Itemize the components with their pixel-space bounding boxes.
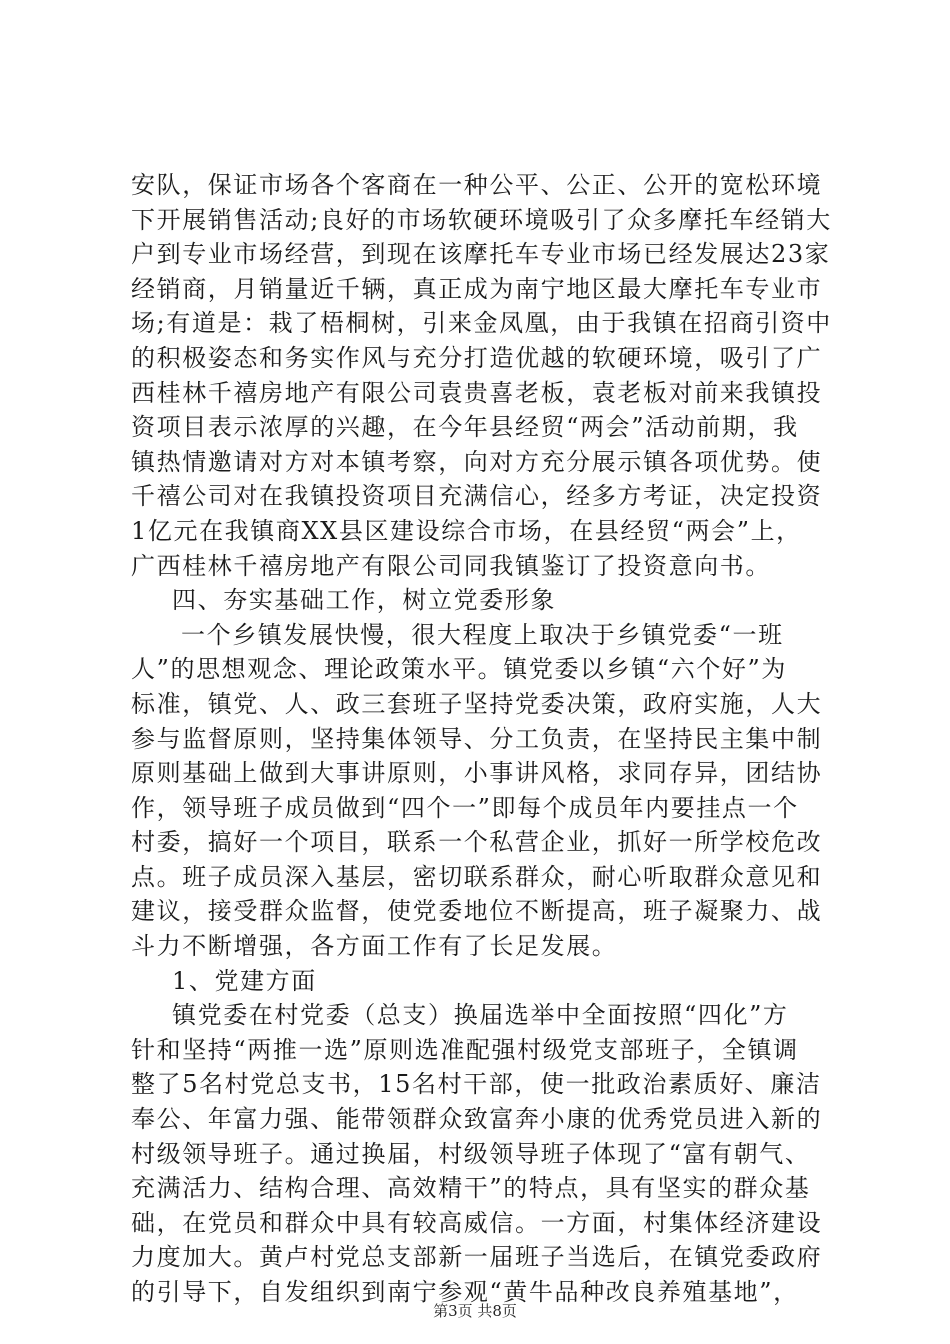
text-line: 西桂林千禧房地产有限公司袁贵喜老板，袁老板对前来我镇投 [131, 378, 823, 407]
text-line: 1亿元在我镇商XX县区建设综合市场，在县经贸“两会”上， [131, 516, 802, 545]
text-line: 镇热情邀请对方对本镇考察，向对方充分展示镇各项优势。使 [131, 447, 823, 476]
text-line: 场;有道是：栽了梧桐树，引来金凤凰，由于我镇在招商引资中 [131, 309, 832, 338]
text-line: 户到专业市场经营，到现在该摩托车专业市场已经发展达23家 [131, 240, 831, 269]
text-line: 标准，镇党、人、政三套班子坚持党委决策，政府实施，人大 [131, 689, 823, 718]
paragraph-first-line: 镇党委在村党委（总支）换届选举中全面按照“四化”方 [172, 1001, 789, 1030]
text-line: 的积极姿态和务实作风与充分打造优越的软硬环境，吸引了广 [131, 343, 823, 372]
section-heading: 四、夯实基础工作，树立党委形象 [172, 586, 556, 615]
text-line: 资项目表示浓厚的兴趣，在今年县经贸“两会”活动前期，我 [131, 413, 799, 442]
text-line: 人”的思想观念、理论政策水平。镇党委以乡镇“六个好”为 [131, 655, 788, 684]
text-line: 千禧公司对在我镇投资项目充满信心，经多方考证，决定投资 [131, 482, 823, 511]
text-line: 村级领导班子。通过换届，村级领导班子体现了“富有朝气、 [131, 1139, 811, 1168]
text-line: 础，在党员和群众中具有较高威信。一方面，村集体经济建设 [131, 1208, 823, 1237]
text-line: 充满活力、结构合理、高效精干”的特点，具有坚实的群众基 [131, 1174, 811, 1203]
text-line: 奉公、年富力强、能带领群众致富奔小康的优秀党员进入新的 [131, 1105, 823, 1134]
text-line: 经销商，月销量近千辆，真正成为南宁地区最大摩托车专业市 [131, 274, 823, 303]
document-body [131, 168, 831, 1310]
text-line: 安队，保证市场各个客商在一种公平、公正、公开的宽松环境 [131, 171, 823, 199]
text-line: 的引导下，自发组织到南宁参观“黄牛品种改良养殖基地”， [131, 1278, 799, 1306]
paragraph-first-line: 一个乡镇发展快慢，很大程度上取决于乡镇党委“一班 [181, 620, 784, 649]
text-line: 原则基础上做到大事讲原则，小事讲风格，求同存异，团结协 [131, 759, 823, 788]
page-number: 第3页 共8页 [433, 1302, 517, 1320]
text-line: 参与监督原则，坚持集体领导、分工负责，在坚持民主集中制 [131, 724, 823, 753]
text-line: 村委，搞好一个项目，联系一个私营企业，抓好一所学校危改 [131, 828, 823, 857]
text-line: 广西桂林千禧房地产有限公司同我镇鉴订了投资意向书。 [131, 551, 771, 580]
text-line: 斗力不断增强，各方面工作有了长足发展。 [131, 932, 618, 961]
text-line: 作，领导班子成员做到“四个一”即每个成员年内要挂点一个 [131, 793, 799, 822]
text-line: 建议，接受群众监督，使党委地位不断提高，班子凝聚力、战 [131, 897, 823, 926]
text-line: 下开展销售活动;良好的市场软硬环境吸引了众多摩托车经销大 [131, 205, 832, 234]
text-line: 点。班子成员深入基层，密切联系群众，耐心听取群众意见和 [131, 862, 823, 891]
text-line: 针和坚持“两推一选”原则选准配强村级党支部班子，全镇调 [131, 1035, 799, 1064]
page-footer [0, 1301, 950, 1321]
subsection-heading: 1、党建方面 [172, 966, 317, 995]
text-line: 力度加大。黄卢村党总支部新一届班子当选后，在镇党委政府 [131, 1243, 823, 1272]
text-line: 整了5名村党总支书，15名村干部，使一批政治素质好、廉洁 [131, 1070, 822, 1099]
